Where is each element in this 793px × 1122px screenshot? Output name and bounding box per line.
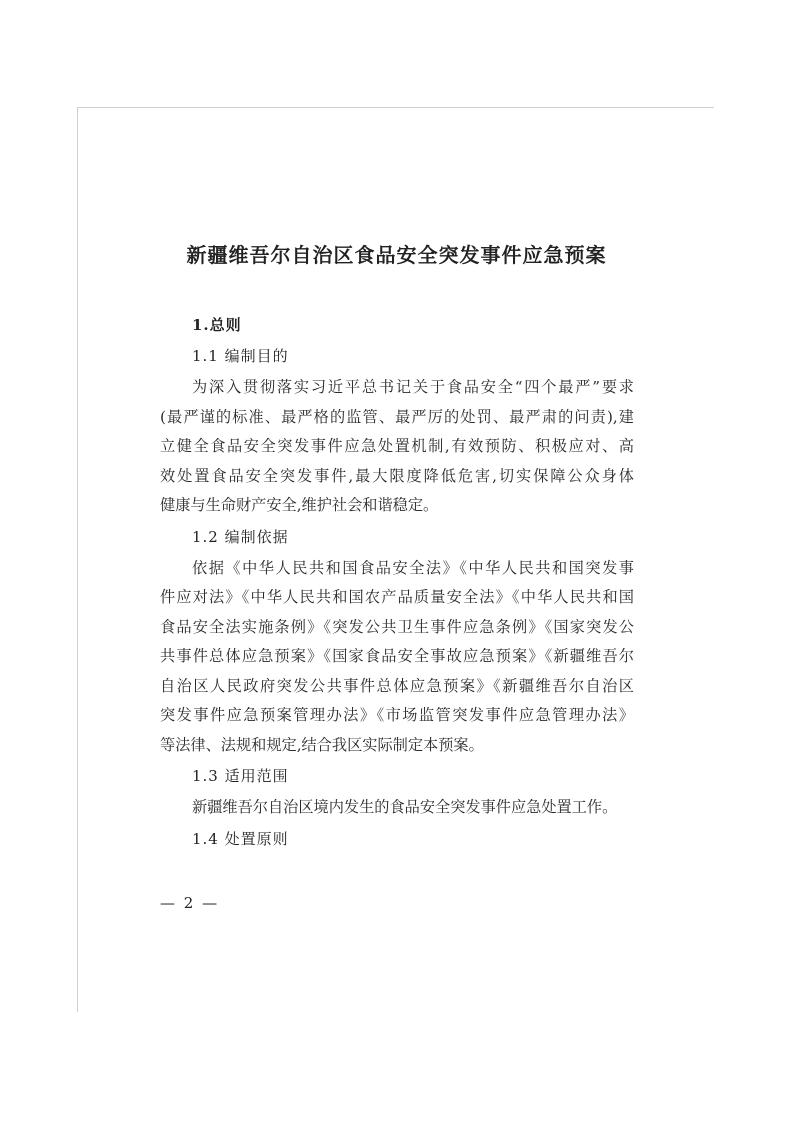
text-line: 件应对法》《中华人民共和国农产品质量安全法》《中华人民共和国 [160,588,634,606]
document-title: 新疆维吾尔自治区食品安全突发事件应急预案 [186,243,607,267]
paragraph-scope [160,793,634,823]
text-line: 食品安全法实施条例》《突发公共卫生事件应急条例》《国家突发公 [160,617,634,636]
section-heading-scope: 1.3 适用范围 [192,767,289,785]
page-frame-top-border [77,107,714,108]
text-line: 健康与生命财产安全,维护社会和谐稳定。 [160,496,439,514]
text-line: 等法律、法规和规定,结合我区实际制定本预案。 [160,735,484,754]
text-line: 效处置食品安全突发事件,最大限度降低危害,切实保障公众身体 [160,466,634,485]
paragraph-purpose [160,373,634,521]
page-number: — 2 — [160,894,220,912]
text-line: 共事件总体应急预案》《国家食品安全事故应急预案》《新疆维吾尔 [160,647,634,665]
text-line: (最严谨的标准、最严格的监管、最严厉的处罚、最严肃的问责),建 [160,407,634,426]
section-heading-principles: 1.4 处置原则 [192,829,289,848]
text-line: 为深入贯彻落实习近平总书记关于食品安全“四个最严”要求 [192,378,634,396]
section-heading-basis: 1.2 编制依据 [192,527,289,546]
text-line: 新疆维吾尔自治区境内发生的食品安全突发事件应急处置工作。 [192,798,618,816]
section-heading-purpose: 1.1 编制目的 [192,347,289,365]
text-line: 立健全食品安全突发事件应急处置机制,有效预防、积极应对、高 [160,437,634,455]
section-heading-general: 1.总则 [192,316,242,334]
paragraph-basis [160,554,634,761]
text-line: 自治区人民政府突发公共事件总体应急预案》《新疆维吾尔自治区 [160,676,634,695]
document-body [160,311,634,856]
text-line: 突发事件应急预案管理办法》《市场监管突发事件应急管理办法》 [160,706,634,724]
text-line: 依据《中华人民共和国食品安全法》《中华人民共和国突发事 [192,558,634,577]
